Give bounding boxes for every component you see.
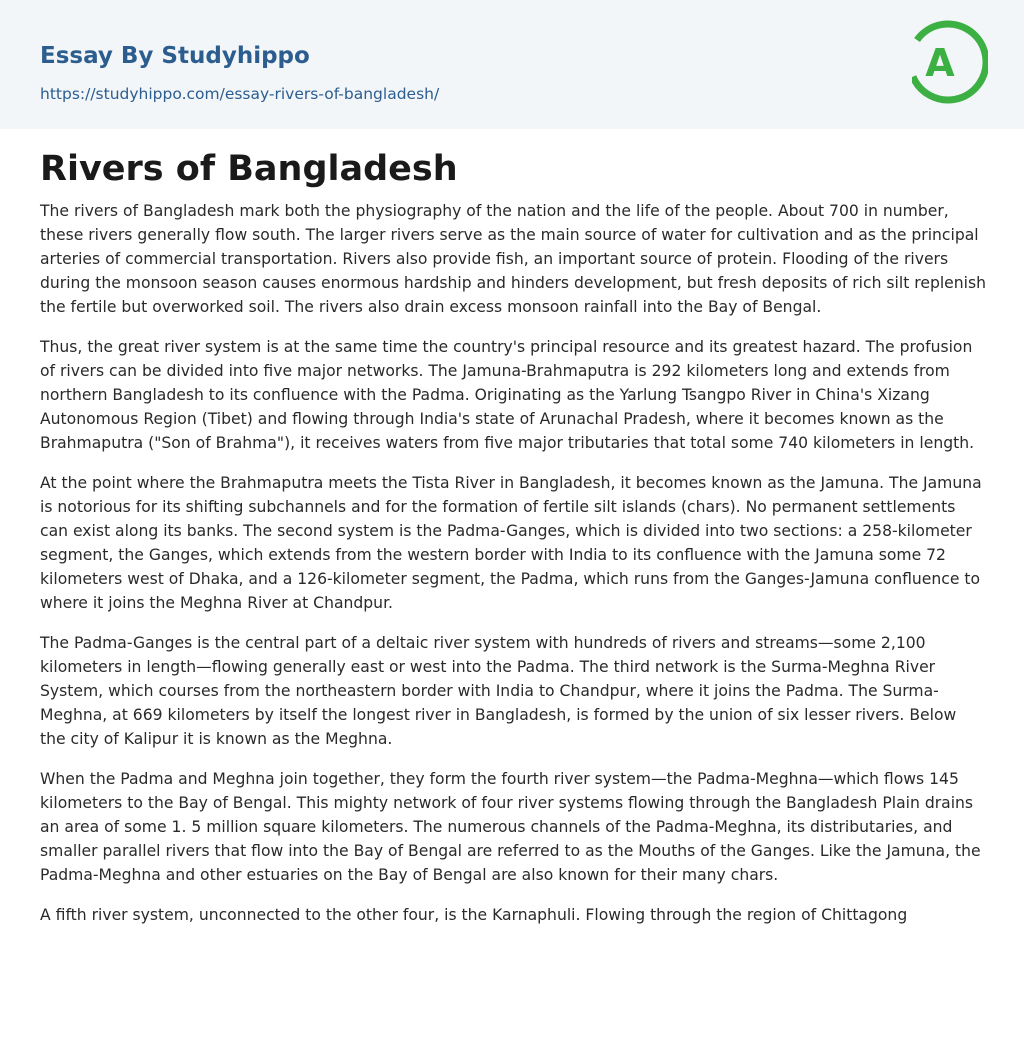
studyhippo-logo-icon[interactable] <box>912 18 988 106</box>
paragraph-4: The Padma-Ganges is the central part of a deltaic river system with hundreds of rivers and streams—some 2,100 kilometers in length—flowing generally east or west into the Padma. The third network is the Surma-Meghna River System, which courses from the northeastern border with India to Chandpur, where it joins the Padma. The Surma-Meghna, at 669 kilometers by itself the longest river in Bangladesh, is formed by the union of six lesser rivers. Below the city of Kalipur it is known as the Meghna. <box>40 634 957 748</box>
brand-title[interactable]: Essay By Studyhippo <box>40 43 310 69</box>
article <box>40 129 986 943</box>
paragraph-1: The rivers of Bangladesh mark both the physiography of the nation and the life of the people. About 700 in number, these rivers generally flow south. The larger rivers serve as the main source of water for cultivation and as the principal arteries of commercial transportation. Rivers also provide fish, an important source of protein. Flooding of the rivers during the monsoon season causes enormous hardship and hinders development, but fresh deposits of rich silt replenish the fertile but overworked soil. The rivers also drain excess monsoon rainfall into the Bay of Bengal. <box>40 202 987 316</box>
paragraph-6: A fifth river system, unconnected to the other four, is the Karnaphuli. Flowing through the region of Chittagong <box>40 906 908 924</box>
site-header <box>0 0 1024 129</box>
page-title: Rivers of Bangladesh <box>40 149 458 189</box>
paragraph-3: At the point where the Brahmaputra meets the Tista River in Bangladesh, it becomes known as the Jamuna. The Jamuna is notorious for its shifting subchannels and for the formation of fertile silt islands (chars). No permanent settlements can exist along its banks. The second system is the Padma-Ganges, which is divided into two sections: a 258-kilometer segment, the Ganges, which extends from the western border with India to its confluence with the Jamuna some 72 kilometers west of Dhaka, and a 126-kilometer segment, the Padma, which runs from the Ganges-Jamuna confluence to where it joins the Meghna River at Chandpur. <box>40 474 982 612</box>
logo-letter: A <box>925 41 955 85</box>
paragraph-5: When the Padma and Meghna join together, they form the fourth river system—the Padma-Meghna—which flows 145 kilometers to the Bay of Bengal. This mighty network of four river systems flowing through the Bangladesh Plain drains an area of some 1. 5 million square kilometers. The numerous channels of the Padma-Meghna, its distributaries, and smaller parallel rivers that flow into the Bay of Bengal are referred to as the Mouths of the Ganges. Like the Jamuna, the Padma-Meghna and other estuaries on the Bay of Bengal are also known for their many chars. <box>40 770 981 884</box>
paragraph-2: Thus, the great river system is at the same time the country's principal resource and its greatest hazard. The profusion of rivers can be divided into five major networks. The Jamuna-Brahmaputra is 292 kilometers long and extends from northern Bangladesh to its confluence with the Padma. Originating as the Yarlung Tsangpo River in China's Xizang Autonomous Region (Tibet) and flowing through India's state of Arunachal Pradesh, where it becomes known as the Brahmaputra ("Son of Brahma"), it receives waters from five major tributaries that total some 740 kilometers in length. <box>40 338 975 452</box>
essay-url-link[interactable]: https://studyhippo.com/essay-rivers-of-bangladesh/ <box>40 85 440 103</box>
